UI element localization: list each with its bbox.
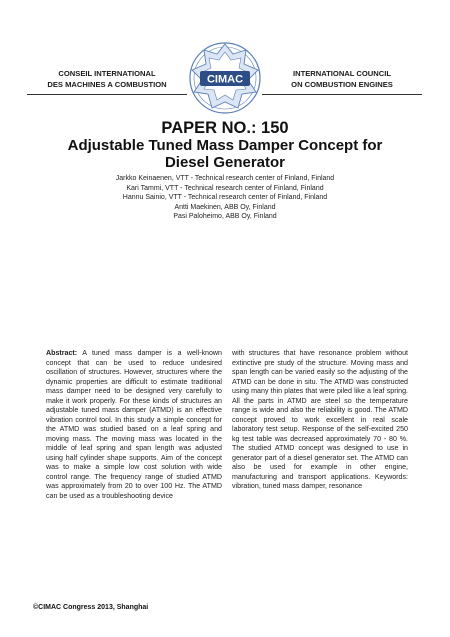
author-line: Kari Tammi, VTT - Technical research center of Finland, Finland	[126, 184, 324, 192]
header-left	[27, 68, 187, 90]
header-left-line2: DES MACHINES A COMBUSTION	[47, 80, 167, 89]
abstract-label: Abstract:	[46, 349, 78, 357]
header-right	[262, 68, 422, 90]
abstract-text-right: with structures that have resonance problem without extinctive pre study of the structure. Moving mass and span length can be varied easily so the adjusting of the ATMD can be done in situ. The ATMD was constructed using many thin plates that were piled like a leaf spring. All the parts in ATMD are steel so the temperature range is wide and also the reliability is good. The ATMD concept proved to work excellent in real scale laboratory test setup. Response of the self-excited 250 kg test table was decreased approximately 70 - 80 %. The studied ATMD concept was designed to use in generator part of a diesel generator set. The ATMD can also be used for example in other engine, manufacturing and transport applications. Keywords: vibration, tuned mass damper, resonance	[232, 349, 408, 490]
abstract-left-column	[46, 349, 222, 501]
header-right-rule	[262, 94, 422, 95]
author-line: Pasi Paloheimo, ABB Oy, Finland	[173, 213, 277, 221]
author-list	[20, 174, 430, 222]
abstract-right-column	[232, 349, 408, 492]
paper-number: PAPER NO.: 150	[161, 119, 289, 137]
header-left-rule	[27, 94, 187, 95]
cimac-logo	[188, 40, 262, 116]
paper-title	[20, 138, 430, 171]
author-line: Hannu Sainio, VTT - Technical research center of Finland, Finland	[122, 194, 328, 202]
header-right-line1: INTERNATIONAL COUNCIL	[292, 69, 391, 78]
header-left-line1: CONSEIL INTERNATIONAL	[58, 69, 156, 78]
paper-title-line2: Diesel Generator	[164, 153, 286, 171]
paper-title-line1: Adjustable Tuned Mass Damper Concept for	[67, 137, 383, 154]
footer-copyright: ©CIMAC Congress 2013, Shanghai	[33, 604, 149, 611]
logo-text: CIMAC	[206, 73, 244, 86]
abstract-text-left: A tuned mass damper is a well-known concept that can be used to reduce undesired oscillation of structures. However, structures where the dynamic properties are difficult to estimate traditional mass damper need to be designed very carefully to make it work properly. For these kinds of structures an adjustable tuned mass damper (ATMD) is an effective vibration control tool. In this study a simple concept for the ATMD was studied based on a leaf spring and moving mass. The moving mass was located in the middle of leaf spring and span length was adjusted using half cylinder shape supports. Aim of the concept was to make a simple low cost solution with wide control range. The frequency range of studied ATMD was approximately from 20 to over 100 Hz. The ATMD can be used as a troubleshooting device	[46, 349, 222, 500]
header-right-line2: ON COMBUSTION ENGINES	[291, 80, 393, 89]
author-line: Jarkko Keinaenen, VTT - Technical research center of Finland, Finland	[115, 175, 335, 182]
author-line: Antti Maekinen, ABB Oy, Finland	[174, 203, 276, 211]
